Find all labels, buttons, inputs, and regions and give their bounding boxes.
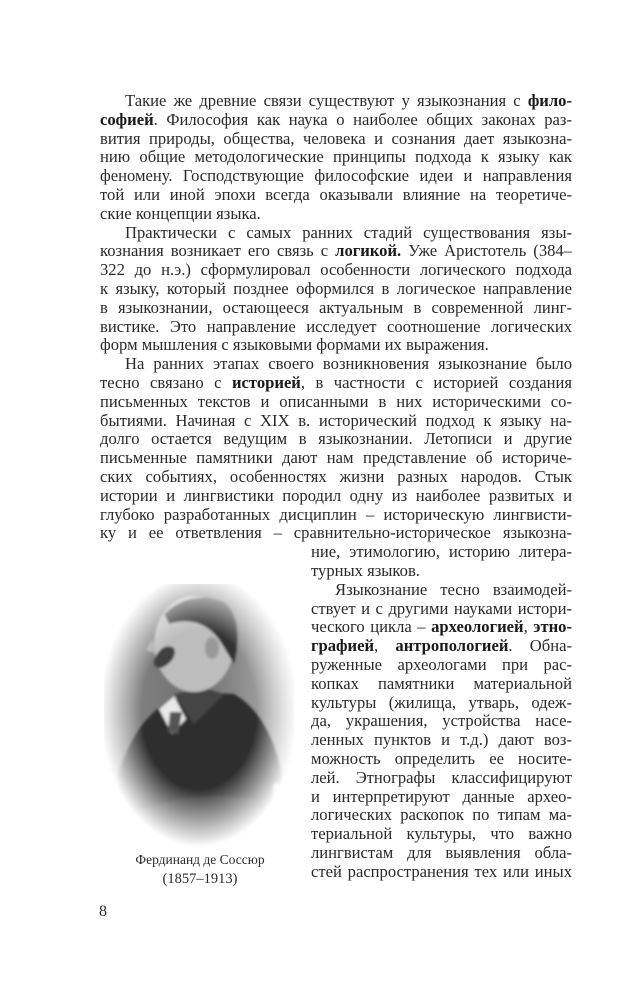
text-line	[125, 223, 572, 242]
text-run: ленных пунктов и т.д.) дают воз-	[311, 730, 572, 750]
text-line	[100, 279, 572, 298]
text-run: ку и ее ответвления – сравнительно-историческое языкозна-	[100, 523, 572, 543]
text-line	[311, 787, 572, 806]
text-line	[311, 561, 420, 580]
bold-term: фило-	[527, 91, 572, 110]
text-run: Уже Аристотель (384–	[401, 241, 573, 261]
text-run: стей распространения тех или иных	[311, 861, 572, 881]
text-run: Такие же древние связи существуют у языкознания с	[125, 91, 528, 110]
text-run: . Обна-	[508, 636, 572, 656]
text-run: ских событиях, особенностях жизни разных народов. Стык	[100, 467, 572, 486]
text-line	[311, 693, 572, 712]
text-run: той или иной эпохи всегда оказывали влияние на теоретиче-	[100, 185, 572, 204]
text-run: логических раскопок по типам ма-	[311, 805, 572, 825]
text-run: долго остается ведущим в языкознании. Летописи и другие	[100, 429, 572, 449]
text-run: вистике. Это направление исследует соотношение логических	[100, 316, 572, 336]
text-run: ствует и с другими науками истори-	[311, 598, 572, 618]
text-line	[335, 580, 572, 599]
text-line	[100, 317, 572, 336]
text-run: кознания возникает его связь с	[100, 241, 336, 261]
text-line	[311, 617, 572, 636]
text-line	[125, 354, 572, 373]
text-line	[311, 749, 572, 768]
text-line	[100, 486, 572, 505]
text-line	[125, 91, 572, 110]
text-line	[311, 862, 572, 881]
bold-term: антропологией	[395, 636, 509, 656]
text-run: письменные памятники дают нам представление об историче-	[100, 448, 572, 468]
figure-caption-years: (1857–1913)	[162, 871, 238, 887]
text-line	[100, 523, 572, 542]
text-run: форм мышления с языковыми формами их выражения.	[100, 335, 489, 355]
text-line	[100, 373, 572, 392]
text-line	[100, 467, 572, 486]
text-line	[100, 448, 572, 467]
text-run: да, украшения, устройства насе-	[311, 711, 572, 731]
text-line	[100, 110, 572, 129]
text-run: и интерпретируют данные архео-	[311, 786, 572, 806]
text-run: лингвистам для выявления обла-	[311, 843, 572, 862]
text-line	[100, 335, 489, 354]
text-run: копках памятники материальной	[311, 673, 572, 693]
text-line	[311, 599, 572, 618]
text-line	[100, 260, 572, 279]
text-run: вития природы, общества, человека и сознания дает языкозна-	[100, 128, 572, 148]
text-run: На ранних этапах своего возникновения языкознание было	[125, 354, 572, 374]
text-line	[311, 843, 572, 862]
text-line	[100, 298, 572, 317]
text-run: к языку, который позднее оформился в логическое направление	[100, 279, 572, 298]
text-run: можность определить ее носите-	[311, 749, 572, 768]
text-line	[311, 768, 572, 787]
text-line	[311, 542, 572, 561]
page-number: 8	[99, 903, 107, 920]
text-line	[100, 147, 572, 166]
text-run: культуры (жилища, утварь, одеж-	[311, 692, 572, 712]
text-line	[311, 730, 572, 749]
text-run: , в частности с историей создания	[300, 373, 572, 392]
text-run: истории и лингвистики породил одну из наиболее развитых и	[100, 485, 572, 505]
text-run: Практически с самых ранних стадий существования язы-	[125, 222, 572, 242]
text-run: . Философия как наука о наиболее общих законах раз-	[153, 109, 572, 129]
bold-term: софией	[100, 109, 154, 129]
text-run: в языкознании, остающееся актуальным в современной линг-	[100, 297, 572, 317]
text-line	[100, 241, 572, 260]
text-run: тесно связано с	[100, 373, 232, 392]
text-line	[100, 392, 572, 411]
text-line	[100, 204, 261, 223]
text-line	[100, 166, 572, 185]
text-line	[100, 129, 572, 148]
portrait-photo	[104, 584, 294, 846]
text-run: руженные археологами при рас-	[311, 655, 572, 674]
text-run: ,	[523, 617, 534, 637]
figure-caption-name: Фердинанд де Соссюр	[135, 852, 265, 867]
text-line	[311, 636, 572, 655]
text-run: лей. Этнографы классифицируют	[311, 767, 572, 787]
text-run: бытиями. Начиная с XIX в. исторический подход к языку на-	[100, 410, 572, 430]
text-line	[311, 711, 572, 730]
bold-term: этно-	[533, 617, 573, 637]
text-run: письменных текстов и описанными в них историческими со-	[100, 391, 572, 411]
text-line	[100, 411, 572, 430]
text-run: 322 до н.э.) сформулировал особенности логического подхода	[100, 260, 572, 280]
text-line	[311, 655, 572, 674]
text-run: ские концепции языка.	[100, 203, 261, 223]
bold-term: логикой.	[335, 241, 402, 261]
bold-term: археологией	[431, 617, 524, 637]
text-run: Языкознание тесно взаимодей-	[335, 579, 572, 599]
text-run: ,	[374, 636, 396, 656]
text-run: нию общие методологические принципы подхода к языку как	[100, 147, 572, 167]
text-line	[311, 805, 572, 824]
text-line	[100, 185, 572, 204]
bold-term: графией	[311, 636, 375, 656]
text-line	[100, 505, 572, 524]
text-line	[311, 824, 572, 843]
text-run: турных языков.	[311, 561, 420, 580]
text-run: ческого цикла –	[311, 617, 432, 637]
text-line	[311, 674, 572, 693]
text-run: феномену. Господствующие философские идеи и направления	[100, 166, 572, 186]
text-line	[100, 429, 572, 448]
text-run: териальной культуры, что важно	[311, 824, 572, 844]
text-run: глубоко разработанных дисциплин – историческую лингвисти-	[100, 504, 572, 524]
text-run: ние, этимологию, историю литера-	[311, 542, 572, 562]
bold-term: историей	[232, 373, 301, 392]
